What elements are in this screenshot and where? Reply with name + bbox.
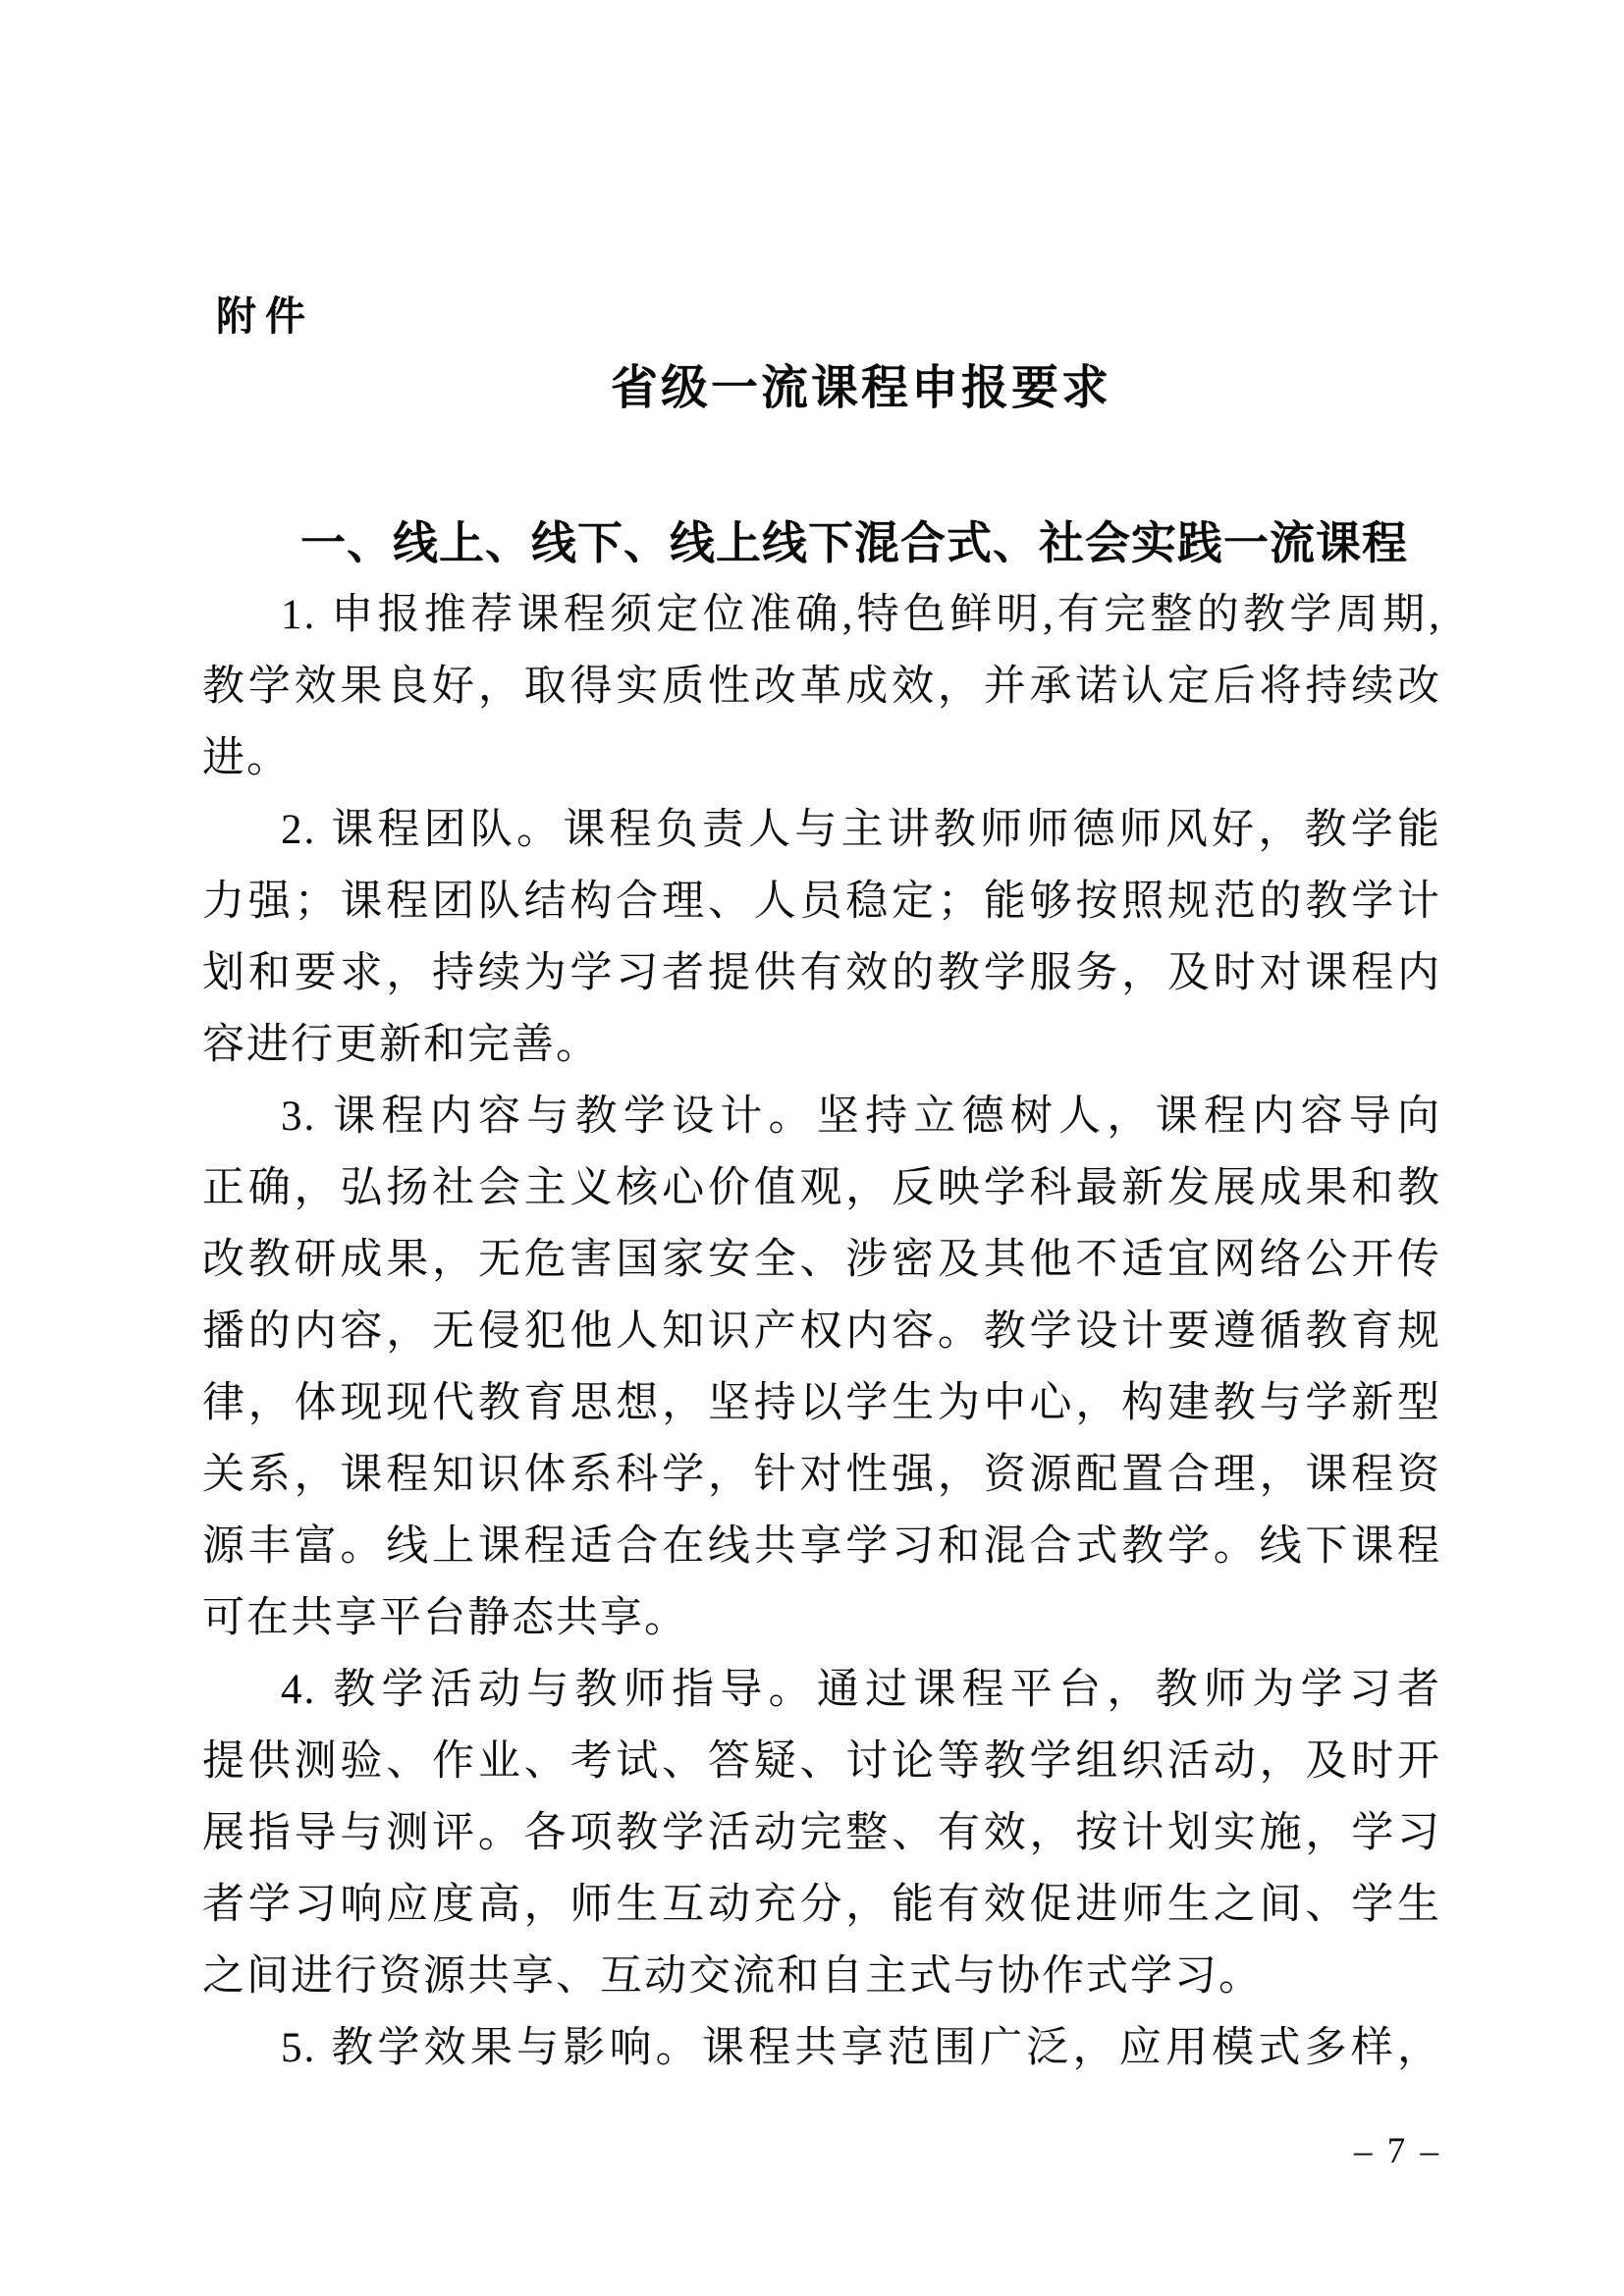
page-title: 省级一流课程申报要求 [611, 362, 1112, 414]
text-line: 力强；课程团队结构合理、人员稳定；能够按照规范的教学计 [202, 879, 1441, 925]
text-line: 5. 教学效果与影响。课程共享范围广泛，应用模式多样， [281, 2025, 1441, 2071]
text-line: 进。 [202, 735, 291, 781]
text-line: 播的内容，无侵犯他人知识产权内容。教学设计要遵循教育规 [202, 1308, 1441, 1355]
text-line: 律，体现现代教育思想，坚持以学生为中心，构建教与学新型 [202, 1380, 1441, 1426]
section-heading: 一、线上、线下、线上线下混合式、社会实践一流课程 [300, 517, 1408, 568]
text-line: 关系，课程知识体系科学，针对性强，资源配置合理，课程资 [202, 1452, 1441, 1498]
document-body [202, 507, 1441, 2084]
text-line: 提供测验、作业、考试、答疑、讨论等教学组织活动，及时开 [202, 1738, 1441, 1785]
text-line: 可在共享平台静态共享。 [202, 1595, 688, 1641]
text-line: 者学习响应度高，师生互动充分，能有效促进师生之间、学生 [202, 1882, 1441, 1928]
text-line: 3. 课程内容与教学设计。坚持立德树人，课程内容导向 [281, 1094, 1441, 1140]
text-line: 4. 教学活动与教师指导。通过课程平台，教师为学习者 [281, 1667, 1441, 1713]
attachment-label: 附件 [216, 294, 314, 339]
text-line: 划和要求，持续为学习者提供有效的教学服务，及时对课程内 [202, 950, 1441, 996]
text-line: 展指导与测评。各项教学活动完整、有效，按计划实施，学习 [202, 1810, 1441, 1856]
text-line: 教学效果良好，取得实质性改革成效，并承诺认定后将持续改 [202, 664, 1441, 710]
text-line: 正确，弘扬社会主义核心价值观，反映学科最新发展成果和教 [202, 1165, 1441, 1211]
text-line: 容进行更新和完善。 [202, 1022, 600, 1068]
page-number: – 7 – [1354, 2131, 1441, 2171]
text-line: 改教研成果，无危害国家安全、涉密及其他不适宜网络公开传 [202, 1237, 1441, 1283]
text-line: 2. 课程团队。课程负责人与主讲教师师德师风好，教学能 [281, 807, 1441, 853]
text-line: 1. 申报推荐课程须定位准确,特色鲜明,有完整的教学周期, [281, 592, 1441, 638]
text-line: 之间进行资源共享、互动交流和自主式与协作式学习。 [202, 1953, 1263, 2000]
text-line: 源丰富。线上课程适合在线共享学习和混合式教学。线下课程 [202, 1523, 1441, 1570]
